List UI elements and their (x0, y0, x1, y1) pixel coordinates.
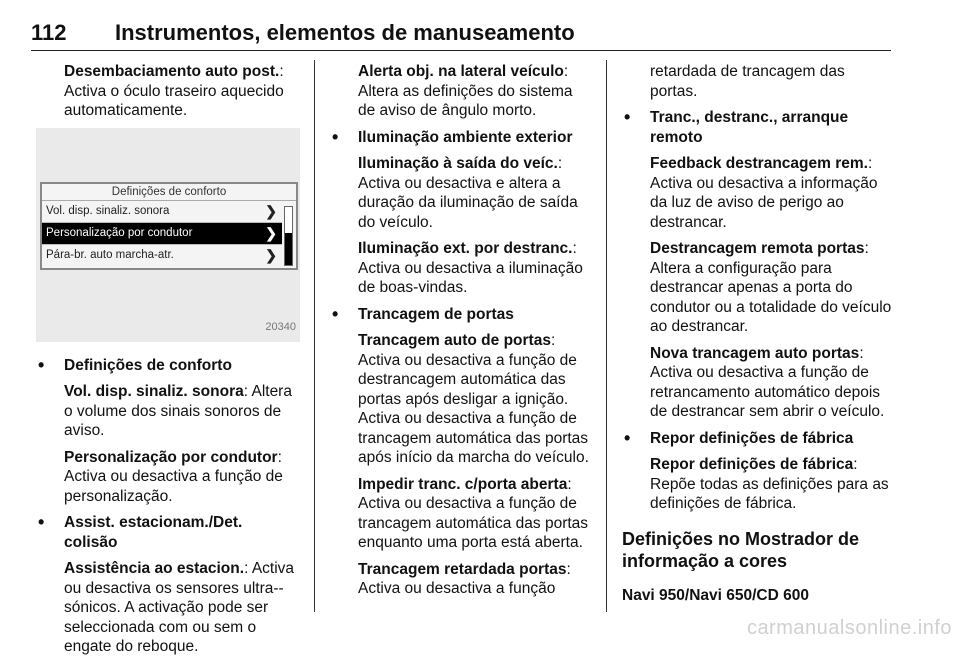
term: Iluminação ext. por destranc. (358, 240, 573, 257)
paragraph (36, 448, 300, 507)
term: Trancagem auto de portas (358, 332, 551, 349)
term: Desembaciamento auto post. (64, 63, 280, 80)
settings-screen-figure (36, 128, 300, 342)
paragraph (330, 154, 592, 232)
scroll-thumb (285, 233, 292, 265)
bullet-heading: • Trancagem de portas (330, 305, 592, 325)
description: : Activa ou desactiva a função de trancagem automática das portas enquanto uma porta está aberta. (358, 475, 589, 551)
paragraph (622, 154, 894, 232)
bullet-heading: • Iluminação ambiente exterior (330, 128, 592, 148)
term: Personalização por condutor (64, 448, 278, 466)
column-3 (622, 62, 894, 605)
description: : Activa ou desactiva a informação da luz de aviso de perigo ao destrancar. (650, 155, 878, 231)
description: : Altera as definições do sistema de aviso de ângulo morto. (358, 63, 573, 119)
menu-item (42, 245, 282, 266)
description: : Activa o óculo traseiro aquecido automaticamente. (64, 63, 284, 119)
chevron-right-icon: ❯ (265, 224, 277, 241)
description: : Activa ou desactiva a função de personalização. (64, 448, 283, 505)
watermark: carmanualsonline.info (746, 617, 952, 639)
description: : Activa ou desactiva e altera a duração da iluminação de saída do veículo. (358, 155, 578, 231)
bullet-heading: • Definições de conforto (36, 356, 300, 376)
bullet-heading: • Tranc., destranc., arranque remoto (622, 108, 894, 147)
subsection-heading: Navi 950/Navi 650/CD 600 (622, 586, 809, 604)
page-title: Instrumentos, elementos de manuseamento (115, 20, 575, 45)
term: Trancagem retardada portas (358, 560, 567, 578)
term: Assistência ao estacion. (64, 560, 245, 577)
description: : Activa ou desactiva os sensores ultra--sónicos. A activação pode ser seleccionada com ou sem o engate do reboque. (64, 560, 295, 655)
description: : Activa ou desactiva a função de retrancamento automático depois de destrancar sem abrir o veículo. (650, 344, 885, 420)
description: : Altera a configuração para destrancar apenas a porta do condutor ou a totalidade do veículo ao destrancar. (650, 240, 892, 335)
menu-item-label: Personalização por condutor (46, 226, 193, 239)
paragraph (330, 62, 592, 121)
paragraph (622, 239, 894, 337)
section-heading: Definições no Mostrador de informação a cores (622, 528, 860, 571)
paragraph (622, 455, 894, 514)
column-divider (606, 60, 607, 612)
term: Destrancagem remota portas (650, 240, 865, 257)
bullet-heading: • Assist. estacionam./Det. colisão (36, 513, 300, 552)
display-screen (40, 182, 298, 270)
page-number: 112 (31, 20, 67, 45)
menu-item-label: Pára-br. auto marcha-atr. (46, 248, 174, 261)
description: : Repõe todas as definições para as definições de fábrica. (650, 456, 889, 512)
menu-item (42, 201, 282, 223)
term: Impedir tranc. c/porta aberta (358, 475, 568, 493)
bullet-heading: • Repor definições de fábrica (622, 429, 894, 449)
term: Iluminação à saída do veíc. (358, 155, 558, 172)
chevron-right-icon: ❯ (265, 246, 277, 263)
chevron-right-icon: ❯ (265, 202, 277, 219)
column-1 (36, 62, 300, 664)
term: Nova trancagem auto portas (650, 344, 860, 362)
paragraph: retardada de trancagem das portas. (650, 63, 845, 100)
description: : Activa ou desactiva a função (358, 560, 571, 597)
description: : Activa ou desactiva a iluminação de boas-vindas. (358, 240, 583, 296)
menu-item-label: Vol. disp. sinaliz. sonora (46, 204, 170, 217)
term: Alerta obj. na lateral veículo (358, 63, 564, 80)
paragraph (330, 239, 592, 298)
scrollbar (284, 206, 293, 266)
term: Repor definições de fábrica (650, 456, 854, 473)
figure-number: 20340 (265, 321, 296, 333)
screen-title: Definições de conforto (42, 184, 296, 201)
paragraph (36, 62, 300, 121)
page-header (31, 18, 891, 51)
description: : Altera o volume dos sinais sonoros de aviso. (64, 383, 292, 439)
menu-item-selected (42, 223, 282, 245)
paragraph (622, 344, 894, 422)
column-2 (330, 62, 592, 606)
column-divider (314, 60, 315, 612)
paragraph (330, 560, 592, 599)
paragraph (36, 382, 300, 441)
term: Feedback destrancagem rem. (650, 155, 868, 172)
description: : Activa ou desactiva a função de destrancagem automática das portas após desligar a ignição. Activa ou desactiva a função de trancagem automática das portas após início da marcha do veículo. (358, 332, 589, 466)
paragraph (330, 475, 592, 553)
term: Vol. disp. sinaliz. sonora (64, 383, 244, 400)
paragraph (330, 331, 592, 468)
